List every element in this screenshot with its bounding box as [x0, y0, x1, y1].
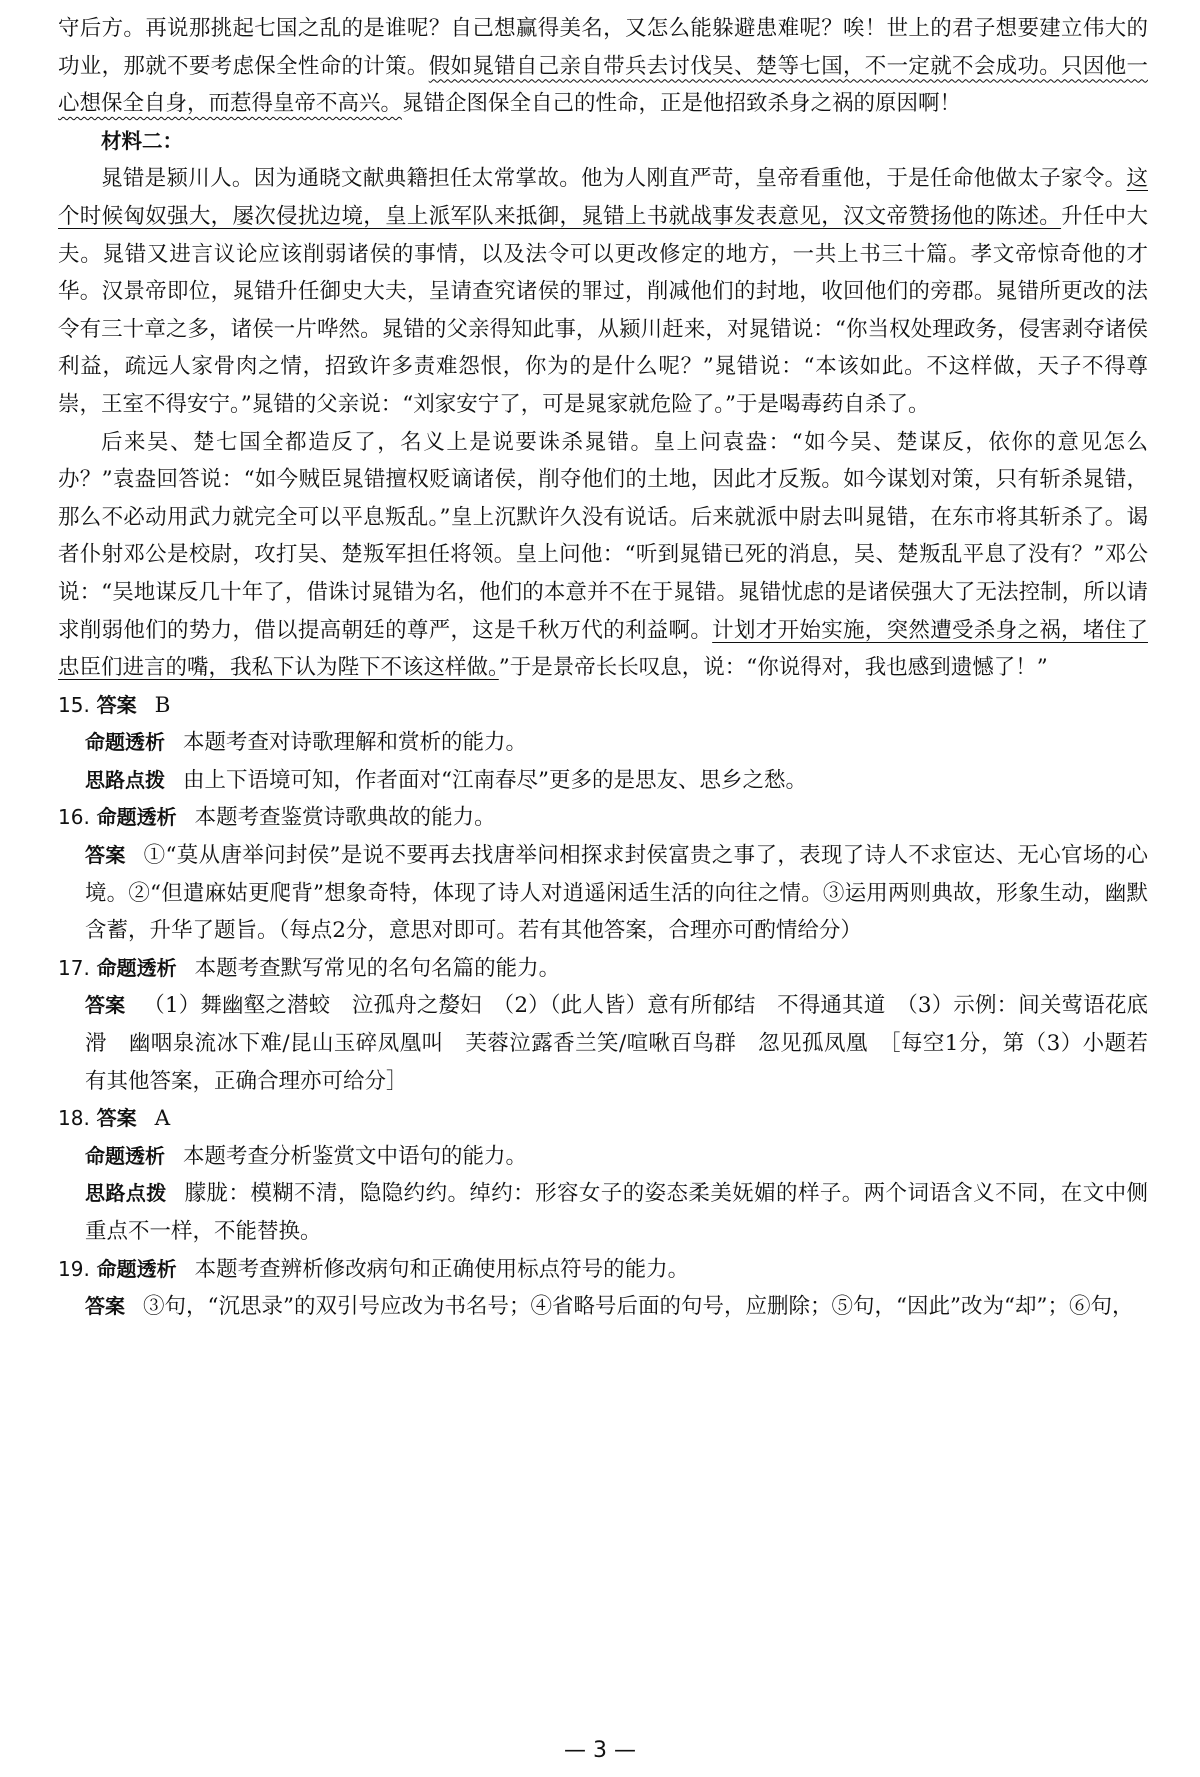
material2-underlined-2: 计划才开始实施，突然遭受杀身之祸，堵住了忠臣们进言的嘴，我私下认为陛下不该这样做。 [58, 617, 1148, 681]
analysis-label: 命题透析 [96, 955, 177, 980]
hint-label: 思路点拨 [85, 767, 165, 792]
material1-wavy-sentence: 假如晁错自己亲自带兵去讨伐吴、楚等七国，不一定就不会成功。只因他一心想保全自身，而惹得皇帝不高兴。 [58, 53, 1148, 117]
answer-text: ③句，“沉思录”的双引号应改为书名号；④省略号后面的句号，应删除；⑤句，“因此”改为“却”；⑥句， [143, 1294, 1134, 1320]
question-18 [58, 1100, 1148, 1250]
material1-line3-plain: 晁错企图保全自己的性命，正是他招致杀身之祸的原因啊！ [402, 91, 962, 117]
hint-text: 朦胧：模糊不清，隐隐约约。绰约：形容女子的姿态柔美妩媚的样子。两个词语含义不同，在文中侧重点不一样，不能替换。 [85, 1181, 1148, 1244]
answer-text: ①“莫从唐举问封侯”是说不要再去找唐举问相探求封侯富贵之事了，表现了诗人不求宦达、无心官场的心境。②“但遣麻姑更爬背”想象奇特，体现了诗人对逍遥闲适生活的向往之情。③运用两则典故，形象生动，幽默含蓄，升华了题旨。（每点2分，意思对即可。若有其他答案，合理亦可酌情给分） [85, 843, 1148, 944]
analysis-label: 命题透析 [96, 1256, 177, 1281]
answer-label: 答案 [85, 843, 126, 868]
question-number: 15. [58, 692, 90, 717]
page-number: — 3 — [564, 1738, 636, 1763]
question-number: 17. [58, 955, 90, 980]
material2-paragraph2: 后来吴、楚七国全都造反了，名义上是说要诛杀晁错。皇上问袁盎：“如今吴、楚谋反，依你的意见怎么办？”袁盎回答说：“如今贼臣晁错擅权贬谪诸侯，削夺他们的土地，因此才反叛。如今谋划对策，只有斩杀晁错，那么不必动用武力就完全可以平息叛乱。”皇上沉默许久没有说话。后来就派中尉去叫晁错，在东市将其斩杀了。谒者仆射邓公是校尉，攻打吴、楚叛军担任将领。皇上问他：“听到晁错已死的消息，吴、楚叛乱平息了没有？”邓公说：“吴地谋反几十年了，借诛讨晁错为名，他们的本意并不在于晁错。晁错忧虑的是诸侯强大了无法控制，所以请求削弱他们的势力，借以提高朝廷的尊严，这是千秋万代的利益啊。计划才开始实施，突然遭受杀身之祸，堵住了忠臣们进言的嘴，我私下认为陛下不该这样做。”于是景帝长长叹息，说：“你说得对，我也感到遗憾了！” [58, 429, 1148, 681]
analysis-text: 本题考查对诗歌理解和赏析的能力。 [183, 730, 528, 756]
hint-label: 思路点拨 [85, 1181, 167, 1206]
question-19 [58, 1251, 1148, 1326]
answer-text: B [154, 692, 171, 718]
hint-text: 由上下语境可知，作者面对“江南春尽”更多的是思友、思乡之愁。 [183, 767, 807, 793]
answer-label: 答案 [96, 1106, 137, 1131]
question-number: 19. [58, 1256, 90, 1281]
analysis-label: 命题透析 [96, 805, 177, 830]
material1-line1: 守后方。再说那挑起七国之乱的是谁呢？自己想赢得美名，又怎么能躲避患难呢？唉！世上的君子想要建立 [58, 16, 1083, 41]
question-15 [58, 687, 1148, 800]
material1-paragraph [58, 10, 1148, 123]
material2-paragraph1: 晁错是颍川人。因为通晓文献典籍担任太常掌故。他为人刚直严苛，皇帝看重他，于是任命他做太子家令。这个时候匈奴强大，屡次侵扰边境，皇上派军队来抵御，晁错上书就战事发表意见，汉文帝赞扬他的陈述。升任中大夫。晁错又进言议论应该削弱诸侯的事情，以及法令可以更改修定的地方，一共上书三十篇。孝文帝惊奇他的才华。汉景帝即位，晁错升任御史大夫，呈请查究诸侯的罪过，削减他们的封地，收回他们的旁郡。晁错所更改的法令有三十章之多，诸侯一片哗然。晁错的父亲得知此事，从颍川赶来，对晁错说：“你当权处理政务，侵害剥夺诸侯利益，疏远人家骨肉之情，招致许多责难怨恨，你为的是什么呢？”晁错说：“本该如此。不这样做，天子不得尊崇，王室不得安宁。”晁错的父亲说：“刘家安宁了，可是晁家就危险了。”于是喝毒药自杀了。 [58, 166, 1148, 417]
question-17 [58, 950, 1148, 1100]
material2-heading: 材料二： [101, 128, 183, 153]
document-page [58, 10, 1148, 1326]
answer-label: 答案 [85, 1294, 125, 1319]
question-number: 16. [58, 805, 90, 830]
answer-label: 答案 [85, 993, 126, 1018]
analysis-text: 本题考查辨析修改病句和正确使用标点符号的能力。 [194, 1256, 690, 1282]
material1-line2-plain: 伟大的功业，那就不要考虑保全性命的计策。 [58, 16, 1148, 79]
question-number: 18. [58, 1106, 90, 1131]
question-16 [58, 799, 1148, 949]
analysis-text: 本题考查默写常见的名句名篇的能力。 [194, 955, 561, 981]
analysis-label: 命题透析 [85, 1143, 165, 1168]
analysis-label: 命题透析 [85, 730, 165, 755]
material2-underlined-1: 这个时候匈奴强大，屡次侵扰边境，皇上派军队来抵御，晁错上书就战事发表意见，汉文帝赞扬他的陈述。 [58, 166, 1148, 229]
answer-text: A [154, 1106, 171, 1132]
answer-text: （1）舞幽壑之潜蛟 泣孤舟之嫠妇 （2）（此人皆）意有所郁结 不得通其道 （3）示例：间关莺语花底滑 幽咽泉流冰下难/昆山玉碎凤凰叫 芙蓉泣露香兰笑/喧啾百鸟群 忽见孤凤凰 ［每空1分，第（3）小题若有其他答案，正确合理亦可给分］ [85, 993, 1149, 1094]
analysis-text: 本题考查分析鉴赏文中语句的能力。 [183, 1143, 528, 1169]
answer-label: 答案 [96, 692, 137, 717]
analysis-text: 本题考查鉴赏诗歌典故的能力。 [194, 805, 496, 831]
